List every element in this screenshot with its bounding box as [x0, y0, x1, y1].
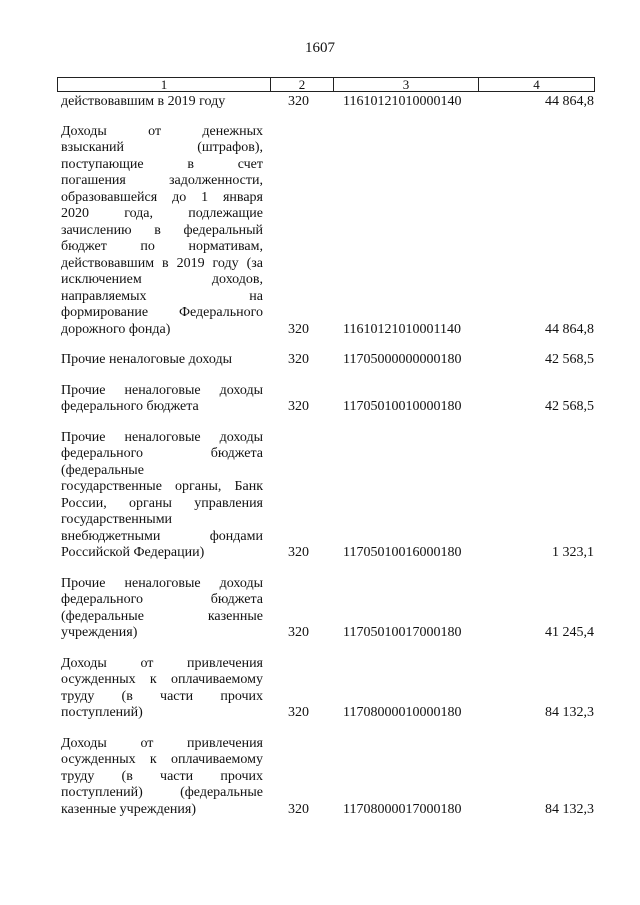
- description-line: поступающие в счет: [61, 156, 263, 172]
- table-body: [0, 94, 640, 832]
- row-code: 11708000017000180: [343, 801, 462, 817]
- description-line: действовавшим в 2019 году (за: [61, 255, 263, 271]
- description-line: бюджет по нормативам,: [61, 239, 263, 254]
- row-amount: 44 864,8: [545, 94, 594, 109]
- row-code: 11610121010001140: [343, 321, 461, 337]
- table-row: [0, 576, 640, 642]
- description-line: образовавшейся до 1 января: [61, 189, 263, 205]
- row-col2: 320: [288, 705, 309, 720]
- row-col2: 320: [288, 321, 309, 337]
- description-line: Доходы от денежных: [61, 123, 263, 139]
- row-description: [61, 352, 263, 369]
- description-line: учреждения): [61, 625, 138, 640]
- row-col2: 320: [288, 94, 309, 109]
- row-col2: 320: [288, 352, 309, 367]
- description-line: направляемых на: [61, 288, 263, 304]
- description-line: зачислению в федеральный: [61, 222, 263, 238]
- table-row: [0, 656, 640, 722]
- row-col2: 320: [288, 399, 309, 414]
- row-code: 11705010010000180: [343, 399, 462, 414]
- row-amount: 1 323,1: [552, 545, 594, 560]
- table-row: [0, 94, 640, 111]
- description-line: Доходы от привлечения: [61, 655, 263, 671]
- table-row: [0, 383, 640, 416]
- row-code: 11705000000000180: [343, 352, 462, 367]
- row-description: [61, 576, 263, 642]
- row-code: 11610121010000140: [343, 94, 462, 109]
- page-number: 1607: [305, 40, 335, 56]
- description-line: действовавшим в 2019 году: [61, 94, 226, 109]
- row-col2: 320: [288, 801, 309, 817]
- row-code: 11705010017000180: [343, 625, 462, 640]
- row-description: [61, 94, 263, 111]
- description-line: поступлений) (федеральные: [61, 785, 263, 800]
- description-line: (федеральные казенные: [61, 608, 263, 624]
- row-code: 11708000010000180: [343, 705, 462, 720]
- row-description: [61, 736, 263, 819]
- row-amount: 84 132,3: [545, 801, 594, 817]
- description-line: поступлений): [61, 705, 143, 720]
- description-line: Доходы от привлечения: [61, 735, 263, 751]
- description-line: государственные органы, Банк: [61, 479, 263, 494]
- description-line: федерального бюджета: [61, 399, 199, 414]
- description-line: государственными: [61, 512, 173, 527]
- description-line: формирование Федерального: [61, 305, 263, 320]
- description-line: (федеральные: [61, 462, 144, 478]
- description-line: России, органы управления: [61, 495, 263, 511]
- description-line: погашения задолженности,: [61, 173, 263, 188]
- description-line: дорожного фонда): [61, 321, 171, 337]
- row-amount: 42 568,5: [545, 352, 594, 367]
- description-line: Российской Федерации): [61, 545, 205, 560]
- row-amount: 44 864,8: [545, 321, 594, 337]
- description-line: осужденных к оплачиваемому: [61, 672, 263, 687]
- column-header-1: 1: [160, 77, 168, 92]
- table-row: [0, 352, 640, 369]
- table-row: [0, 430, 640, 562]
- description-line: Прочие неналоговые доходы: [61, 352, 233, 367]
- table-header: [57, 77, 595, 92]
- row-description: [61, 430, 263, 562]
- description-line: труду (в части прочих: [61, 688, 263, 704]
- description-line: труду (в части прочих: [61, 768, 263, 784]
- column-header-2: 2: [298, 77, 306, 92]
- row-amount: 41 245,4: [545, 625, 594, 640]
- description-line: Прочие неналоговые доходы: [61, 429, 263, 445]
- description-line: федерального бюджета: [61, 592, 263, 607]
- description-line: взысканий (штрафов),: [61, 140, 263, 155]
- table-row: [0, 736, 640, 819]
- description-line: внебюджетными фондами: [61, 528, 263, 544]
- row-description: [61, 124, 263, 339]
- description-line: казенные учреждения): [61, 801, 197, 817]
- description-line: Прочие неналоговые доходы: [61, 382, 263, 398]
- row-col2: 320: [288, 545, 309, 560]
- row-col2: 320: [288, 625, 309, 640]
- description-line: Прочие неналоговые доходы: [61, 575, 263, 591]
- description-line: осужденных к оплачиваемому: [61, 752, 263, 767]
- table-row: [0, 124, 640, 339]
- column-header-4: 4: [533, 77, 540, 92]
- row-description: [61, 656, 263, 722]
- row-description: [61, 383, 263, 416]
- description-line: исключением доходов,: [61, 272, 263, 287]
- description-line: федерального бюджета: [61, 446, 263, 461]
- row-code: 11705010016000180: [343, 545, 462, 560]
- description-line: 2020 года, подлежащие: [61, 206, 263, 221]
- row-amount: 84 132,3: [545, 705, 594, 720]
- column-header-3: 3: [402, 77, 410, 92]
- row-amount: 42 568,5: [545, 399, 594, 414]
